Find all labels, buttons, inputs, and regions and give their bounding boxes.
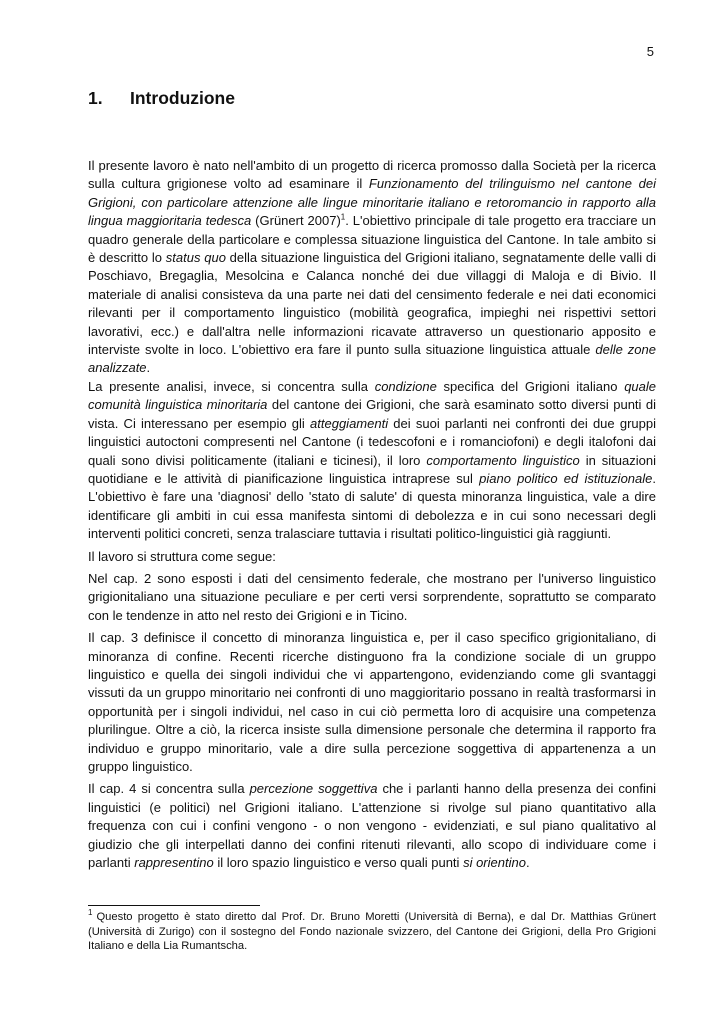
paragraph-5 (88, 629, 656, 776)
text-run: . (146, 360, 151, 376)
text-run: Il cap. 4 si concentra sulla (88, 781, 250, 797)
italic-text: percezione soggettiva (249, 781, 378, 797)
text-run: Il presente lavoro è nato nell'ambito di un progetto di ricerca promosso dalla Società per la ricerca sulla cultura grigionese volto ad esaminare il (88, 158, 656, 192)
italic-text: quale comunità linguistica minoritaria (88, 378, 656, 413)
page-number: 5 (646, 44, 654, 59)
text-run: specifica del Grigioni italiano (436, 378, 625, 394)
paragraph-1 (88, 157, 656, 378)
text-run: Il lavoro si struttura come segue: (88, 548, 276, 564)
italic-text: delle zone analizzate (88, 342, 656, 376)
footnote-separator (88, 905, 260, 906)
italic-text: comportamento linguistico (426, 452, 580, 468)
text-run: della situazione linguistica del Grigioni italiano, segnatamente delle valli di Poschiavo, Bregaglia, Mesolcina e Calanca nonché dei due villaggi di Maloja e di Bivio. Il materiale di analisi consisteva da una parte nei dati del censimento federale e nei dati economici rilevanti per il comportamento linguistico (mobilità geografica, impieghi nei rispettivi settori lavorativi, ecc.) e dall'altra nelle informazioni ricavate attraverso un questionario apposito e interviste svolte in loco. L'obiettivo era fare il punto sulla situazione linguistica attuale (88, 250, 656, 358)
paragraph-6 (88, 780, 656, 872)
text-run: dei suoi parlanti nei confronti dei due gruppi linguistici autoctoni compresenti nel Cantone (i tedescofoni e i romanciofoni) e degli italofoni dai quali sono divisi politicamente (italiani e ticinesi), il loro (88, 415, 656, 468)
text-run: il loro spazio linguistico e verso quali punti (213, 855, 464, 871)
italic-text: si orientino (463, 855, 526, 871)
section-title: Introduzione (130, 88, 235, 108)
footnote-marker: 1 (88, 908, 93, 918)
text-run: in situazioni quotidiane e le attività di pianificazione linguistica intraprese sul (88, 452, 656, 486)
footnote-text: Questo progetto è stato diretto dal Prof. Dr. Bruno Moretti (Università di Berna), e dal Dr. Matthias Grünert (Università di Zurigo) con il sostegno del Fondo nazionale svizzero, del Cantone dei Grigioni, della Pro Grigioni Italiano e della Lia Rumantscha. (88, 911, 656, 953)
paragraph-2 (88, 378, 656, 544)
body-text (88, 157, 656, 876)
text-run: del cantone dei Grigioni, che sarà esaminato sotto diversi punti di vista. Ci interessano per esempio gli (88, 397, 656, 431)
footnote (88, 910, 656, 954)
text-run: Il cap. 3 definisce il concetto di minoranza linguistica e, per il caso specifico grigionitaliano, di minoranza di confine. Recenti ricerche distinguono fra la condizione sociale di un gruppo linguistico e quella dei singoli individui che vi appartengono, evidenziando come gli svantaggi vissuti da un gruppo minoritario nei confronti di uno maggioritario possano in realtà trasformarsi in opportunità per i singoli individui, nel caso in cui ciò permetta loro di acquisire una competenza plurilingue. Oltre a ciò, la ricerca insiste sulla dimensione personale che determina il rapporto fra individuo e gruppo minoritario, vale a dire sulla percezione soggettiva di appartenenza a un gruppo linguistico. (88, 630, 656, 774)
text-run: La presente analisi, invece, si concentra sulla (88, 378, 375, 394)
footnote-reference: 1 (340, 212, 346, 222)
text-run: . (525, 855, 530, 871)
text-run: che i parlanti hanno della presenza dei confini linguistici (e politici) nel Grigioni italiano. L'attenzione si rivolge sul piano quantitativo alla frequenza con cui i confini vengono - o non vengono - evidenziati, e sul piano qualitativo al giudizio che gli interpellati danno dei confini ritenuti rilevanti, allo scopo di individuare come i parlanti (88, 781, 656, 871)
text-run: . L'obiettivo principale di tale progetto era tracciare un quadro generale della particolare e complessa situazione linguistica del Cantone. In tale ambito si è descritto lo (88, 213, 656, 266)
italic-text: status quo (165, 250, 226, 266)
text-run: . L'obiettivo è fare una 'diagnosi' dello 'stato di salute' di questa minoranza linguistica, vale a dire identificare gli ambiti in cui essa manifesta sintomi di debolezza e in cui sono necessari degli interventi politici concreti, senza tralasciare tuttavia i risultati politico-linguistici già raggiunti. (88, 470, 657, 542)
section-heading (88, 88, 648, 109)
italic-text: piano politico ed istituzionale (479, 470, 653, 486)
italic-text: Funzionamento del trilinguismo nel cantone dei Grigioni, con particolare attenzione alle lingue minoritarie italiano e retoromancio in rapporto alla lingua maggioritaria tedesca (88, 176, 656, 229)
text-run: Nel cap. 2 sono esposti i dati del censimento federale, che mostrano per l'universo linguistico grigionitaliano una situazione peculiare e per certi versi sorprendente, soprattutto se comparato con le tendenze in atto nel resto dei Grigioni e in Ticino. (88, 570, 656, 623)
italic-text: rappresentino (134, 855, 214, 871)
paragraph-3 (88, 548, 656, 566)
section-number: 1. (88, 88, 103, 108)
paragraph-4 (88, 570, 656, 625)
italic-text: atteggiamenti (310, 415, 389, 431)
text-run: (Grünert 2007) (251, 213, 341, 229)
italic-text: condizione (374, 378, 437, 394)
